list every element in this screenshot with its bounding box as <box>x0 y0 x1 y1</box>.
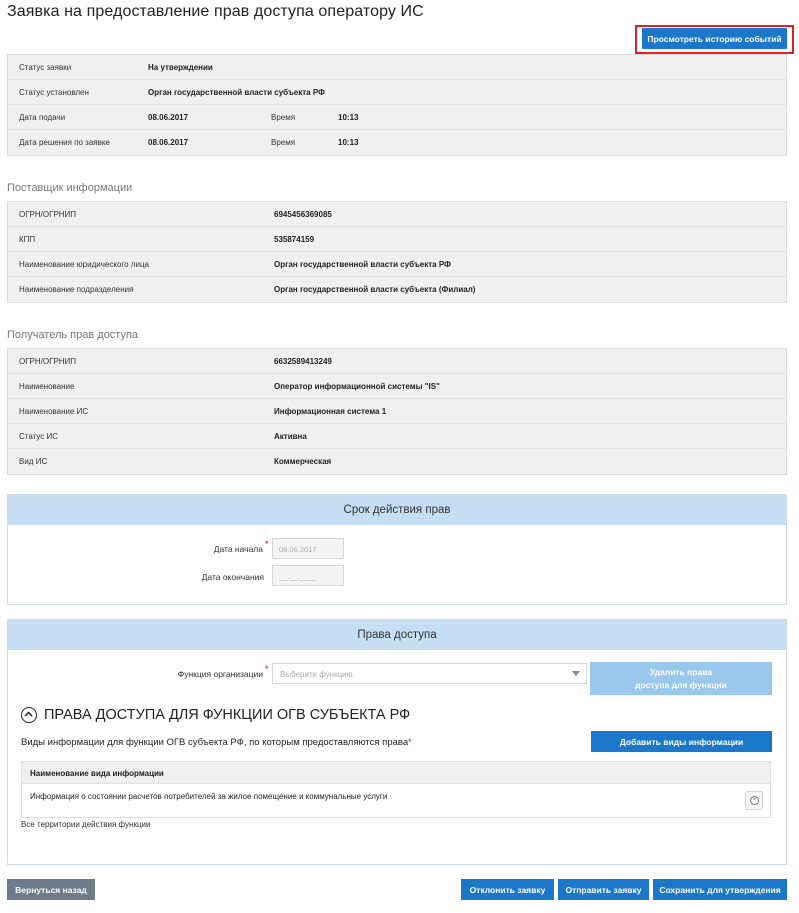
row-value: 6632589413249 <box>274 357 332 366</box>
required-marker: * <box>265 664 269 674</box>
chevron-up-icon[interactable] <box>21 707 37 723</box>
status-row <box>8 55 786 80</box>
info-types-label-text: Виды информации для функции ОГВ субъекта РФ, по которым предоставляются права <box>21 737 409 748</box>
info-types-table-header: Наименование вида информации <box>22 762 770 784</box>
decision-date-row <box>8 130 786 155</box>
decision-time-value: 10:13 <box>338 138 359 147</box>
row-value: Орган государственной власти субъекта РФ <box>274 260 451 269</box>
close-icon: × <box>750 796 759 805</box>
row-label: Наименование юридического лица <box>19 260 149 269</box>
all-territories-text: Все территории действия функции <box>21 820 151 829</box>
info-types-label <box>21 737 412 748</box>
submit-date-value: 08.06.2017 <box>148 113 189 122</box>
validity-panel <box>7 494 787 605</box>
table-row <box>8 252 786 277</box>
required-marker: * <box>408 737 412 747</box>
submit-time-label: Время <box>271 113 296 122</box>
decision-date-value: 08.06.2017 <box>148 138 189 147</box>
submit-date-label: Дата подачи <box>19 113 66 122</box>
table-row <box>8 374 786 399</box>
provider-section-title: Поставщик информации <box>7 182 133 194</box>
table-row <box>8 227 786 252</box>
info-type-name: Информация о состоянии расчетов потребителей за жилое помещение и коммунальные услуги <box>30 792 388 801</box>
row-label: Вид ИС <box>19 457 48 466</box>
table-row <box>22 784 770 817</box>
delete-button-line2: доступа для функции <box>635 680 727 690</box>
start-date-label: Дата начала <box>213 544 263 554</box>
back-button[interactable]: Вернуться назад <box>7 879 95 900</box>
row-label: КПП <box>19 235 36 244</box>
decision-time-label: Время <box>271 138 296 147</box>
row-label: Наименование <box>19 382 75 391</box>
row-label: Наименование подразделения <box>19 285 134 294</box>
delete-button-line1: Удалить права <box>649 667 713 677</box>
table-row <box>8 424 786 449</box>
remove-row-button[interactable] <box>745 791 763 810</box>
rights-panel-title: Права доступа <box>8 620 786 650</box>
established-label: Статус установлен <box>19 88 89 97</box>
established-value: Орган государственной власти субъекта РФ <box>148 88 325 97</box>
provider-table <box>7 201 787 303</box>
required-marker: * <box>265 539 269 549</box>
row-label: ОГРН/ОГРНИП <box>19 357 77 366</box>
send-request-button[interactable]: Отправить заявку <box>558 879 649 900</box>
status-table <box>7 54 787 156</box>
row-value: 535874159 <box>274 235 315 244</box>
row-label: Статус ИС <box>19 432 59 441</box>
row-label: ОГРН/ОГРНИП <box>19 210 77 219</box>
reject-request-button[interactable]: Отклонить заявку <box>461 879 554 900</box>
recipient-section-title: Получатель прав доступа <box>7 329 139 341</box>
validity-panel-title: Срок действия прав <box>8 495 786 525</box>
row-value: Активна <box>274 432 307 441</box>
row-value: Орган государственной власти субъекта (Филиал) <box>274 285 476 294</box>
function-rights-section-title: ПРАВА ДОСТУПА ДЛЯ ФУНКЦИИ ОГВ СУБЪЕКТА РФ <box>44 707 411 723</box>
table-row <box>8 449 786 474</box>
save-for-approval-button[interactable]: Сохранить для утверждения <box>653 879 787 900</box>
info-types-table <box>21 761 771 818</box>
recipient-table <box>7 348 787 475</box>
delete-function-rights-button[interactable] <box>590 662 772 695</box>
row-label: Наименование ИС <box>19 407 89 416</box>
submit-time-value: 10:13 <box>338 113 359 122</box>
function-select-placeholder: Выберите функцию <box>280 670 353 679</box>
table-row <box>8 277 786 302</box>
row-value: 6945456369085 <box>274 210 332 219</box>
table-row <box>8 399 786 424</box>
status-label: Статус заявки <box>19 63 72 72</box>
view-history-button[interactable]: Просмотреть историю событий <box>642 28 787 49</box>
chevron-down-icon <box>572 671 580 676</box>
table-row <box>8 349 786 374</box>
add-info-types-button[interactable]: Добавить виды информации <box>591 731 772 752</box>
row-value: Коммерческая <box>274 457 332 466</box>
function-select[interactable] <box>272 663 587 684</box>
table-row <box>8 202 786 227</box>
end-date-label: Дата окончания <box>201 572 264 582</box>
established-row <box>8 80 786 105</box>
submit-date-row <box>8 105 786 130</box>
start-date-input[interactable]: 08.06.2017 <box>272 538 344 559</box>
function-label: Функция организации <box>177 669 263 679</box>
row-value: Оператор информационной системы "IS" <box>274 382 440 391</box>
decision-date-label: Дата решения по заявке <box>19 138 110 147</box>
end-date-input[interactable]: __.__.____ <box>272 565 344 586</box>
status-value: На утверждении <box>148 63 213 72</box>
row-value: Информационная система 1 <box>274 407 387 416</box>
page-title: Заявка на предоставление прав доступа оператору ИС <box>7 3 424 20</box>
